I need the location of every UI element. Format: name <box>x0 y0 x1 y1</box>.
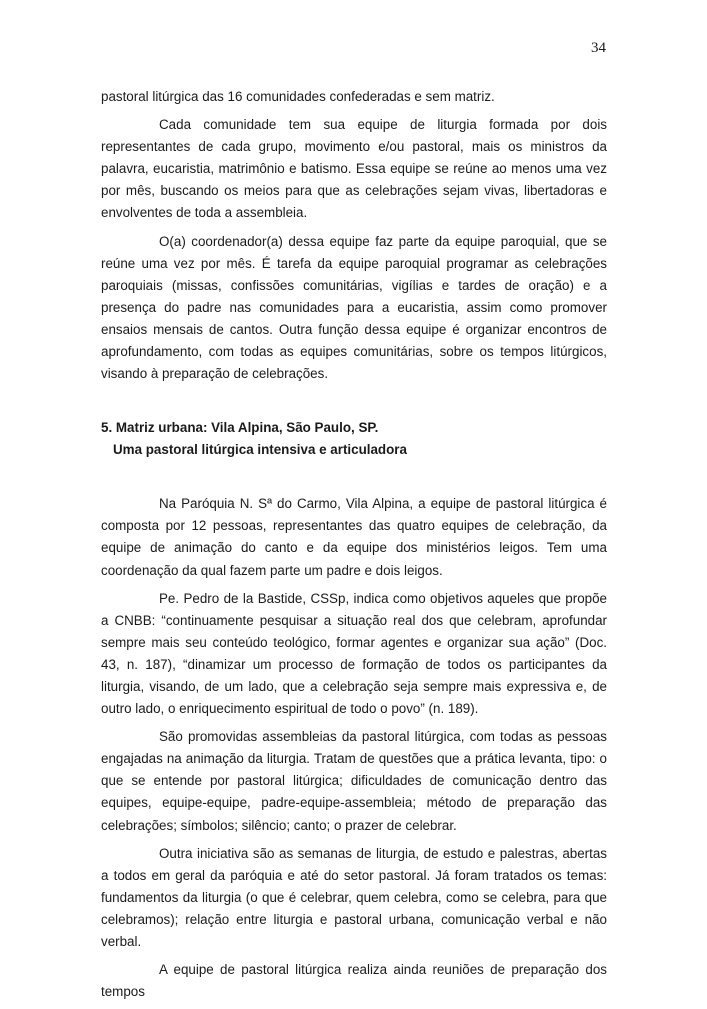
paragraph: pastoral litúrgica das 16 comunidades confederadas e sem matriz. <box>101 89 495 104</box>
paragraph: Na Paróquia N. Sª do Carmo, Vila Alpina, a equipe de pastoral litúrgica é composta por 12 pessoas, representantes das quatro equipes de celebração, da equipe de animação do canto e da equipe dos ministérios leigos. Tem uma coordenação da qual fazem parte um padre e dois leigos. <box>101 496 607 578</box>
section-heading <box>101 417 607 461</box>
paragraph: O(a) coordenador(a) dessa equipe faz parte da equipe paroquial, que se reúne uma vez por mês. É tarefa da equipe paroquial programar as celebrações paroquiais (missas, confissões comunitárias, vigílias e tardes de oração) e a presença do padre nas comunidades para a eucaristia, assim como promover ensaios mensais de cantos. Outra função dessa equipe é organizar encontros de aprofundamento, com todas as equipes comunitárias, sobre os tempos litúrgicos, visando à preparação de celebrações. <box>101 233 607 382</box>
paragraph: Pe. Pedro de la Bastide, CSSp, indica como objetivos aqueles que propõe a CNBB: “continuamente pesquisar a situação real dos que celebram, aprofundar sempre mais seu conteúdo teológico, formar agentes e organizar sua ação” (Doc. 43, n. 187), “dinamizar um processo de formação de todos os participantes da liturgia, visando, de um lado, que a celebração seja sempre mais expressiva e, de outro lado, o enriquecimento espiritual de todo o povo” (n. 189). <box>101 590 607 717</box>
paragraph: São promovidas assembleias da pastoral litúrgica, com todas as pessoas engajadas na animação da liturgia. Tratam de questões que a prática levanta, tipo: o que se entende por pastoral litúrgica; dificuldades de comunicação dentro das equipes, equipe-equipe, padre-equipe-assembleia; método de preparação das celebrações; símbolos; silêncio; canto; o prazer de celebrar. <box>101 729 607 833</box>
section-subtitle: Uma pastoral litúrgica intensiva e articuladora <box>113 442 407 458</box>
document-body <box>101 86 607 1009</box>
paragraph: Cada comunidade tem sua equipe de liturgia formada por dois representantes de cada grupo, movimento e/ou pastoral, mais os ministros da palavra, eucaristia, matrimônio e batismo. Essa equipe se reúne ao menos uma vez por mês, buscando os meios para que as celebrações sejam vivas, libertadoras e envolventes de toda a assembleia. <box>101 117 607 221</box>
paragraph: A equipe de pastoral litúrgica realiza ainda reuniões de preparação dos tempos <box>101 962 607 1000</box>
paragraph: Outra iniciativa são as semanas de liturgia, de estudo e palestras, abertas a todos em geral da paróquia e até do setor pastoral. Já foram tratados os temas: fundamentos da liturgia (o que é celebrar, quem celebra, como se celebra, para que celebramos); relação entre liturgia e pastoral urbana, comunicação verbal e não verbal. <box>101 845 607 949</box>
section-title: 5. Matriz urbana: Vila Alpina, São Paulo, SP. <box>101 420 379 436</box>
page-number: 34 <box>591 40 606 56</box>
